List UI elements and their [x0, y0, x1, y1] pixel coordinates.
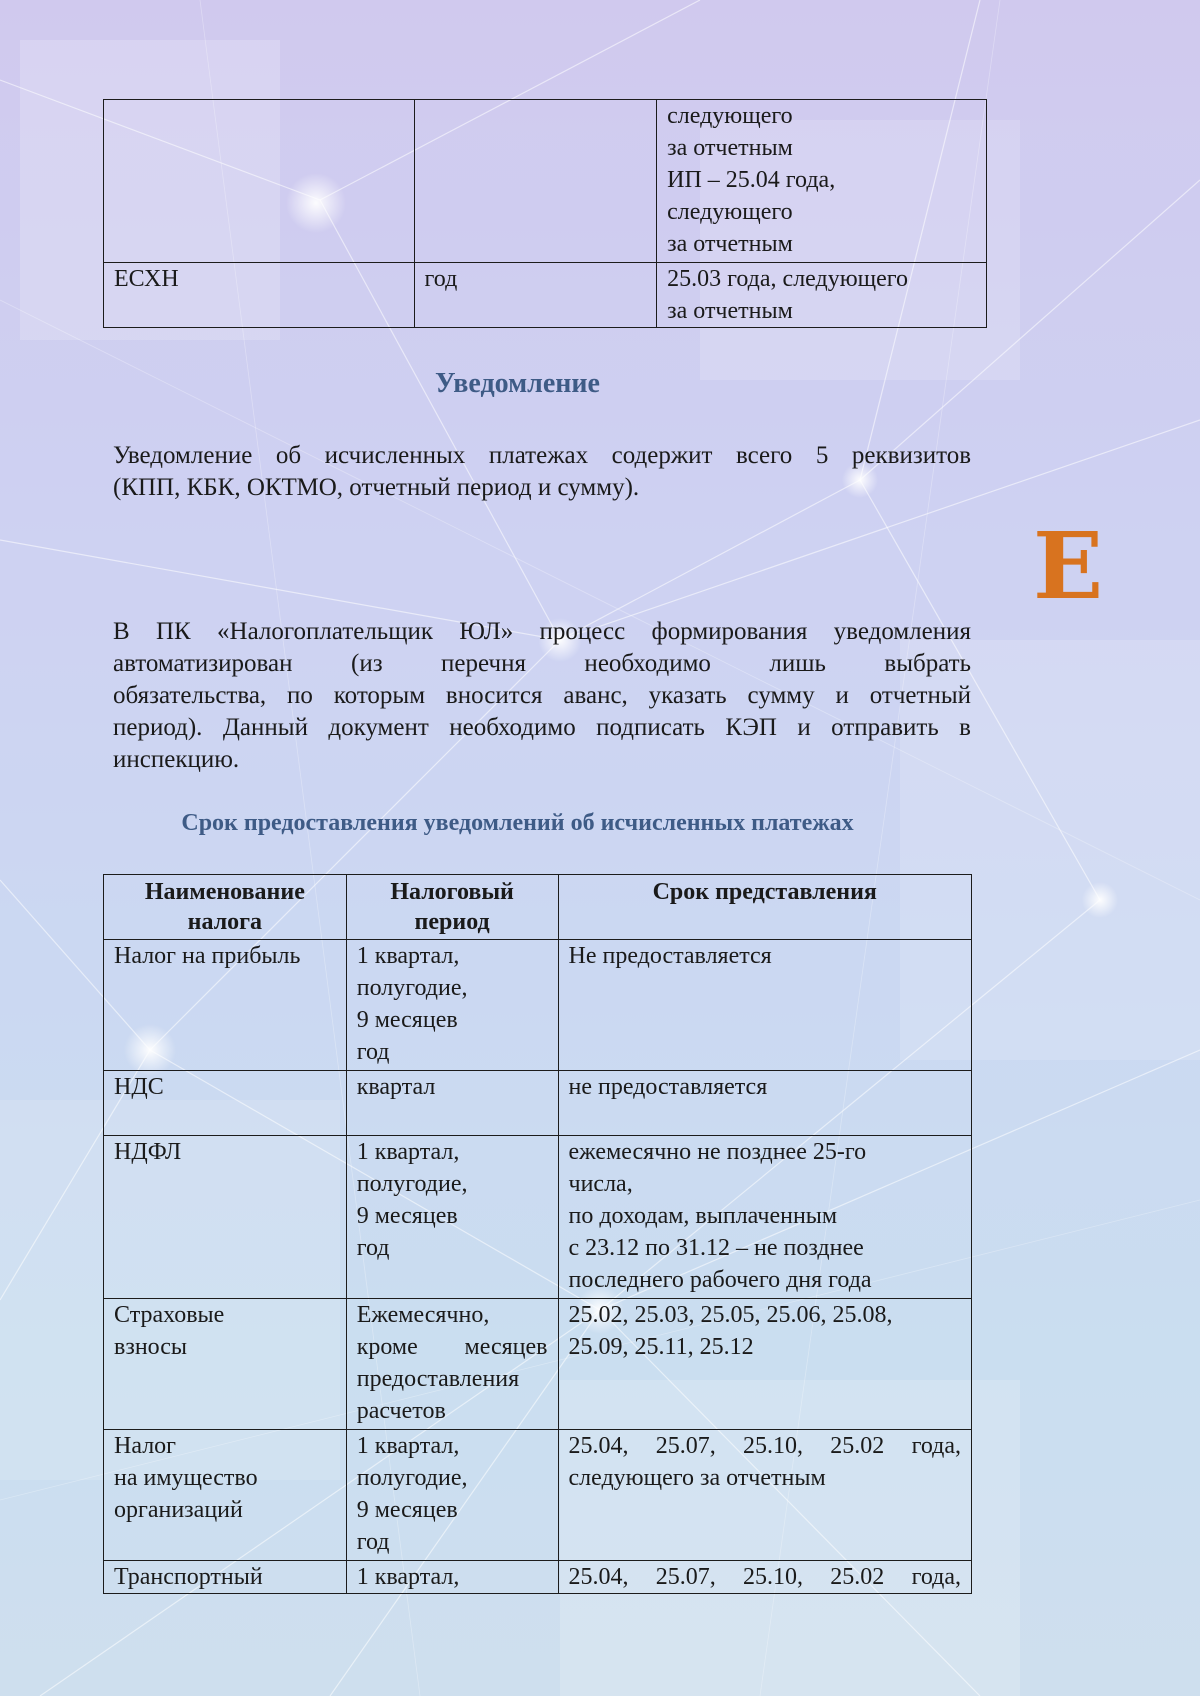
text-line: Уведомление об исчисленных платежах содержит всего 5 реквизитов: [113, 442, 971, 469]
table-cell: [346, 1071, 558, 1136]
cell-line: с 23.12 по 31.12 – не позднее: [568, 1235, 864, 1261]
cell-line: 9 месяцев: [356, 1007, 458, 1033]
column-header: [104, 875, 347, 940]
cell-line: 25.04, 25.07, 25.10, 25.02 года,: [568, 1564, 961, 1590]
cell-line: 1 квартал,: [356, 1564, 460, 1590]
cell-line: 25.09, 25.11, 25.12: [568, 1334, 754, 1360]
header-line: Налоговый: [390, 879, 514, 905]
cell-line: Страховые: [114, 1302, 225, 1328]
table-row: [104, 100, 987, 263]
cell-line: Налог: [114, 1433, 177, 1459]
section-title: Уведомление: [435, 368, 600, 399]
table-row: [104, 1299, 972, 1430]
cell-line: полугодие,: [356, 975, 468, 1001]
cell-line: взносы: [114, 1334, 188, 1360]
paragraph-software: [113, 616, 971, 776]
cell-line: полугодие,: [356, 1171, 468, 1197]
table-cell: [346, 1430, 558, 1561]
cell-line: 1 квартал,: [356, 1433, 460, 1459]
cell-line: за отчетным: [667, 135, 793, 161]
table-header-row: [104, 875, 972, 940]
table-cell: [104, 1299, 347, 1430]
cell-line: предоставления: [356, 1366, 520, 1392]
table-cell: [104, 1136, 347, 1299]
cell-line: 1 квартал,: [356, 943, 460, 969]
header-line: Срок представления: [652, 879, 877, 905]
top-table: [103, 99, 987, 328]
header-line: налога: [187, 909, 263, 935]
table-cell: год: [414, 263, 657, 328]
table-row: [104, 940, 972, 1071]
table-cell: [558, 1299, 972, 1430]
cell-line: ИП – 25.04 года,: [667, 167, 836, 193]
deadlines-table: [103, 874, 972, 1594]
cell-line: 1 квартал,: [356, 1139, 460, 1165]
table-row: [104, 263, 987, 328]
cell-line: 25.02, 25.03, 25.05, 25.06, 25.08,: [568, 1302, 893, 1328]
cell-line: не предоставляется: [568, 1074, 768, 1100]
text-line: автоматизирован (из перечня необходимо лишь выбрать: [113, 650, 971, 677]
cell-line: Ежемесячно,: [356, 1302, 490, 1328]
table-cell: [346, 940, 558, 1071]
text-line: (КПП, КБК, ОКТМО, отчетный период и сумму).: [113, 474, 640, 501]
table-row: [104, 1071, 972, 1136]
table-cell: [104, 1430, 347, 1561]
cell-line: 9 месяцев: [356, 1497, 458, 1523]
table-row: [104, 1561, 972, 1594]
cell-line: НДС: [114, 1074, 164, 1100]
text-line: инспекцию.: [113, 746, 240, 773]
table-cell: [104, 940, 347, 1071]
side-letter: Е: [1033, 512, 1104, 620]
cell-line: следующего: [667, 199, 793, 225]
table-row: [104, 1430, 972, 1561]
cell-line: кроме месяцев: [356, 1334, 548, 1360]
table-cell: [558, 940, 972, 1071]
cell-line: числа,: [568, 1171, 633, 1197]
table-cell: [346, 1561, 558, 1594]
table-row: [104, 1136, 972, 1299]
text-line: В ПК «Налогоплательщик ЮЛ» процесс формирования уведомления: [113, 618, 971, 645]
cell-line: Налог на прибыль: [114, 943, 301, 969]
cell-line: по доходам, выплаченным: [568, 1203, 838, 1229]
header-line: период: [414, 909, 490, 935]
cell-line: 25.03 года, следующего: [667, 266, 909, 292]
table-cell: [414, 100, 657, 263]
column-header: [346, 875, 558, 940]
table-cell: [104, 100, 415, 263]
paragraph-requisites: [113, 440, 971, 504]
cell-line: Транспортный: [114, 1564, 263, 1590]
cell-line: год: [356, 1529, 390, 1555]
table-cell: [558, 1136, 972, 1299]
text-line: обязательства, по которым вносится аванс, указать сумму и отчетный: [113, 682, 971, 709]
cell-line: полугодие,: [356, 1465, 468, 1491]
table-cell: [104, 1561, 347, 1594]
cell-line: организаций: [114, 1497, 243, 1523]
cell-line: расчетов: [356, 1398, 446, 1424]
cell-line: Не предоставляется: [568, 943, 772, 969]
cell-line: 9 месяцев: [356, 1203, 458, 1229]
table-cell: ЕСХН: [104, 263, 415, 328]
cell-line: за отчетным: [667, 231, 793, 257]
cell-line: год: [356, 1235, 390, 1261]
column-header: [558, 875, 972, 940]
cell-line: последнего рабочего дня года: [568, 1267, 872, 1293]
table-cell: [657, 263, 987, 328]
cell-line: ежемесячно не позднее 25-го: [568, 1139, 867, 1165]
table-cell: [558, 1561, 972, 1594]
cell-line: год: [356, 1039, 390, 1065]
table-cell: [558, 1430, 972, 1561]
table-cell: [657, 100, 987, 263]
header-line: Наименование: [144, 879, 305, 905]
cell-line: НДФЛ: [114, 1139, 182, 1165]
cell-line: за отчетным: [667, 298, 793, 324]
cell-line: 25.04, 25.07, 25.10, 25.02 года,: [568, 1433, 961, 1459]
table-cell: [346, 1136, 558, 1299]
table-title: Срок предоставления уведомлений об исчисленных платежах: [181, 810, 854, 836]
cell-line: квартал: [356, 1074, 436, 1100]
cell-line: на имущество: [114, 1465, 258, 1491]
text-line: период). Данный документ необходимо подписать КЭП и отправить в: [113, 714, 971, 741]
table-cell: [346, 1299, 558, 1430]
cell-line: следующего: [667, 103, 793, 129]
cell-line: следующего за отчетным: [568, 1465, 826, 1491]
table-cell: [558, 1071, 972, 1136]
table-cell: [104, 1071, 347, 1136]
